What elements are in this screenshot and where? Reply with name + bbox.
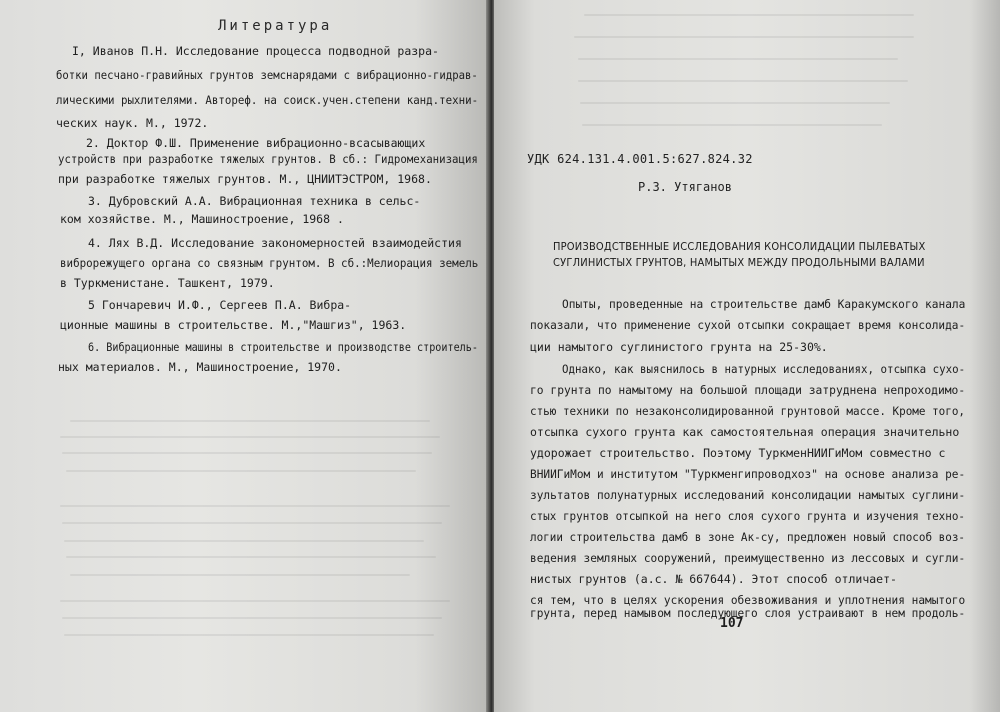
body-line: отсыпка сухого грунта как самостоятельная операция значительно [530, 425, 960, 439]
reference-line: при разработке тяжелых грунтов. М., ЦНИИТЭСТРОМ, 1968. [58, 172, 432, 186]
body-line: го грунта по намытому на большой площади затруднена непроходимо- [530, 383, 966, 397]
body-line: нистых грунтов (а.с. № 667644). Этот способ отличает- [530, 572, 897, 586]
reference-line: ком хозяйстве. М., Машиностроение, 1968 . [60, 212, 344, 226]
body-line: показали, что применение сухой отсыпки сокращает время консолида- [530, 318, 966, 332]
body-line: Однако, как выяснилось в натурных исследованиях, отсыпка сухо- [562, 362, 966, 376]
body-line: ся тем, что в целях ускорения обезвоживания и уплотнения намытого [530, 593, 966, 607]
article-title-line: СУГЛИНИСТЫХ ГРУНТОВ, НАМЫТЫХ МЕЖДУ ПРОДОЛЬНЫМИ ВАЛАМИ [553, 256, 925, 269]
page-edge-shadow [970, 0, 1000, 712]
body-line: ВНИИГиМом и институтом "Туркменгипроводхоз" на основе анализа ре- [530, 467, 966, 481]
reference-line: виброрежущего органа со связным грунтом. В сб.:Мелиорация земель [60, 256, 479, 270]
reference-line: лическими рыхлителями. Автореф. на соиск.учен.степени канд.техни- [56, 93, 479, 107]
body-line: ведения земляных сооружений, преимущественно из лессовых и сугли- [530, 551, 966, 565]
body-line: зультатов полунатурных исследований консолидации намытых суглини- [530, 488, 966, 502]
article-author: Р.З. Утяганов [638, 180, 732, 194]
reference-line: устройств при разработке тяжелых грунтов. В сб.: Гидромеханизация [58, 152, 478, 166]
reference-line: ционные машины в строительстве. М.,"Машгиз", 1963. [60, 318, 407, 332]
udk-code: УДК 624.131.4.001.5:627.824.32 [527, 152, 753, 166]
body-line: логии строительства дамб в зоне Ак-су, предложен новый способ воз- [530, 530, 966, 544]
reference-line: I, Иванов П.Н. Исследование процесса подводной разра- [72, 44, 439, 58]
reference-line: в Туркменистане. Ташкент, 1979. [60, 276, 275, 290]
reference-line: 4. Лях В.Д. Исследование закономерностей взаимодейстия [88, 236, 462, 250]
reference-line: 6. Вибрационные машины в строительстве и производстве строитель- [88, 340, 478, 354]
body-line: удорожает строительство. Поэтому ТуркменНИИГиМом совместно с [530, 446, 946, 460]
body-line: стых грунтов отсыпкой на него слоя сухого грунта и изучения техно- [530, 509, 966, 523]
reference-line: 2. Доктор Ф.Ш. Применение вибрационно-всасывающих [86, 136, 426, 150]
reference-line: ных материалов. М., Машиностроение, 1970. [58, 360, 342, 374]
references-heading: Литература [218, 18, 333, 34]
reference-line: 5 Гончаревич И.Ф., Сергеев П.А. Вибра- [88, 298, 352, 312]
body-line: Опыты, проведенные на строительстве дамб Каракумского канала [562, 297, 966, 311]
reference-line: ботки песчано-гравийных грунтов земснарядами с вибрационно-гидрав- [56, 68, 478, 82]
left-page [0, 0, 488, 712]
body-line: ции намытого суглинистого грунта на 25-30%. [530, 340, 828, 354]
page-number: 107 [720, 616, 744, 631]
reference-line: 3. Дубровский А.А. Вибрационная техника в сельс- [88, 194, 421, 208]
body-line: стью техники по незаконсолидированной грунтовой массе. Кроме того, [530, 404, 966, 418]
reference-line: ческих наук. М., 1972. [56, 116, 209, 130]
article-title-line: ПРОИЗВОДСТВЕННЫЕ ИССЛЕДОВАНИЯ КОНСОЛИДАЦИИ ПЫЛЕВАТЫХ [553, 240, 926, 253]
body-line: грунта, перед намывом последующего слоя устраивают в нем продоль- [530, 606, 966, 620]
